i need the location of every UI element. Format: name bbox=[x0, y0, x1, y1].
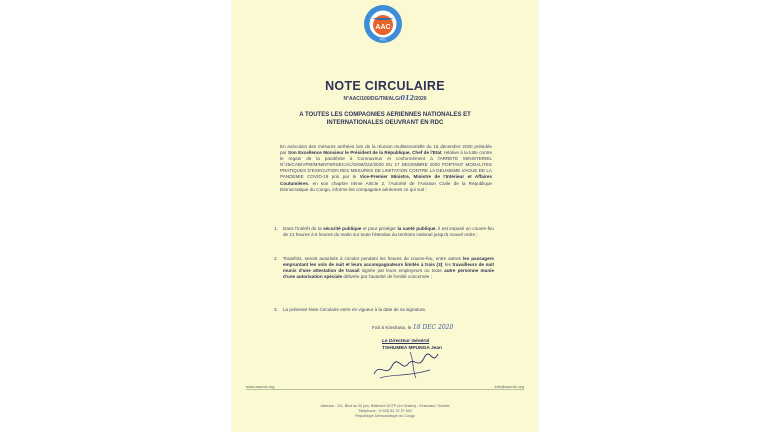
recipients-heading: A TOUTES LES COMPAGNIES AERIENNES NATIONALES ET INTERNATIONALES OEUVRANT EN RDC bbox=[299, 112, 471, 126]
item-text: ; les bbox=[442, 262, 451, 268]
intro-text-1: En exécution des mesures arrêtées lors de la réunion multisectorielle du 15 décembre 2020 présidée par bbox=[280, 144, 492, 156]
item-bold: la santé publique bbox=[397, 226, 436, 231]
item-number: 2. bbox=[274, 256, 278, 261]
item-text: délivrée par l'autorité de l'entité concernée ; bbox=[343, 274, 432, 280]
item-text: et pour protéger bbox=[362, 226, 396, 231]
item-text: , il est imposé un couvre-feu de 21 heures à 5 heures du matin sur toute l'étendue du territoire national jusqu'à nouvel ordre ; bbox=[283, 226, 494, 238]
signing-place-date bbox=[372, 324, 453, 331]
item-bold: travailleurs de nuit munis d'une attestation de travail bbox=[283, 262, 494, 274]
signing-place: Fait à Kinshasa, le bbox=[372, 326, 412, 331]
logo-text: AAC bbox=[375, 24, 391, 31]
footer-country: République Démocratique du Congo bbox=[355, 413, 415, 418]
document-title: NOTE CIRCULAIRE bbox=[325, 79, 445, 93]
signatory-name: TSHIUMBA MPUNGA Jean bbox=[382, 346, 442, 351]
ref-suffix: /2020 bbox=[414, 96, 427, 102]
intro-paragraph bbox=[280, 144, 492, 193]
intro-text-2: , relative à la lutte contre le regain de la pandémie à Coronavirus et conformément à l'ARRETE MINISTERIEL N°25/CAB/VPM/MININTERSECAC/GKM/022/2020 DU 17 DECEMBRE 2020 PORTANT MODALITES PRATIQUES D'EXECUTION DES MESURES DE LIMITATION CONTRE LA DEUXIEME VAGUE DE LA PANDEMIE COVID-19 pris par le bbox=[280, 150, 493, 180]
footer-address-line: Adresse : 111, Blvd du 30 juin, Bâtiment SCTP (ex Onatra) - Kinshasa / Gombe bbox=[320, 404, 450, 408]
logo-ring-bottom: RDC bbox=[379, 37, 387, 42]
signatory-role: Le Directeur Général bbox=[382, 339, 430, 344]
intro-text-3: , en son chapitre IIème Article 2, l'Autorité de l'Aviation Civile de la République Démocratique du Congo, informe les compagnies aériennes ce qui suit : bbox=[280, 180, 492, 192]
item-bold: les passagers empruntant les vols de nuit et leurs accompagnateurs limités à trois (3) bbox=[283, 256, 494, 268]
item-text: Toutefois, seront autorisés à circuler pendant les heures de couvre-feu, entre autres bbox=[283, 256, 461, 261]
footer-email: info@aacrdc.org bbox=[494, 384, 524, 389]
item-number: 3. bbox=[274, 307, 278, 312]
footer-phone: Téléphone : (+243) 81 22 37 692 bbox=[358, 408, 412, 413]
intro-bold-1: Son Excellence Monsieur le Président de la République, Chef de l'Etat bbox=[288, 150, 442, 156]
handwritten-signature bbox=[370, 344, 442, 384]
footer-divider bbox=[246, 389, 524, 390]
document-page bbox=[232, 0, 538, 432]
signing-date-handwritten: 18 DEC 2020 bbox=[412, 324, 454, 331]
footer-address bbox=[232, 404, 538, 418]
footer-website: www.aacrdc.org bbox=[246, 384, 275, 389]
item-text: signée par leurs employeurs ou toute bbox=[361, 268, 442, 274]
item-text: La présente Note Circulaire entre en vigueur à la date de sa signature. bbox=[283, 307, 427, 312]
ref-prefix: N°AAC/100/DG/TM/ALG/ bbox=[343, 96, 401, 102]
reference-number bbox=[232, 94, 538, 102]
aac-logo bbox=[363, 4, 403, 44]
ref-number-handwritten: 012 bbox=[400, 94, 415, 102]
item-text: Dans l'intérêt de la bbox=[283, 226, 322, 231]
item-number: 1. bbox=[274, 226, 278, 231]
item-bold: autre personne munie d'une autorisation spéciale bbox=[283, 268, 494, 280]
item-bold: sécurité publique bbox=[323, 226, 362, 231]
intro-bold-2: Vice-Premier Ministre, Ministre de l'Intérieur et Affaires Coutumières bbox=[280, 174, 493, 186]
